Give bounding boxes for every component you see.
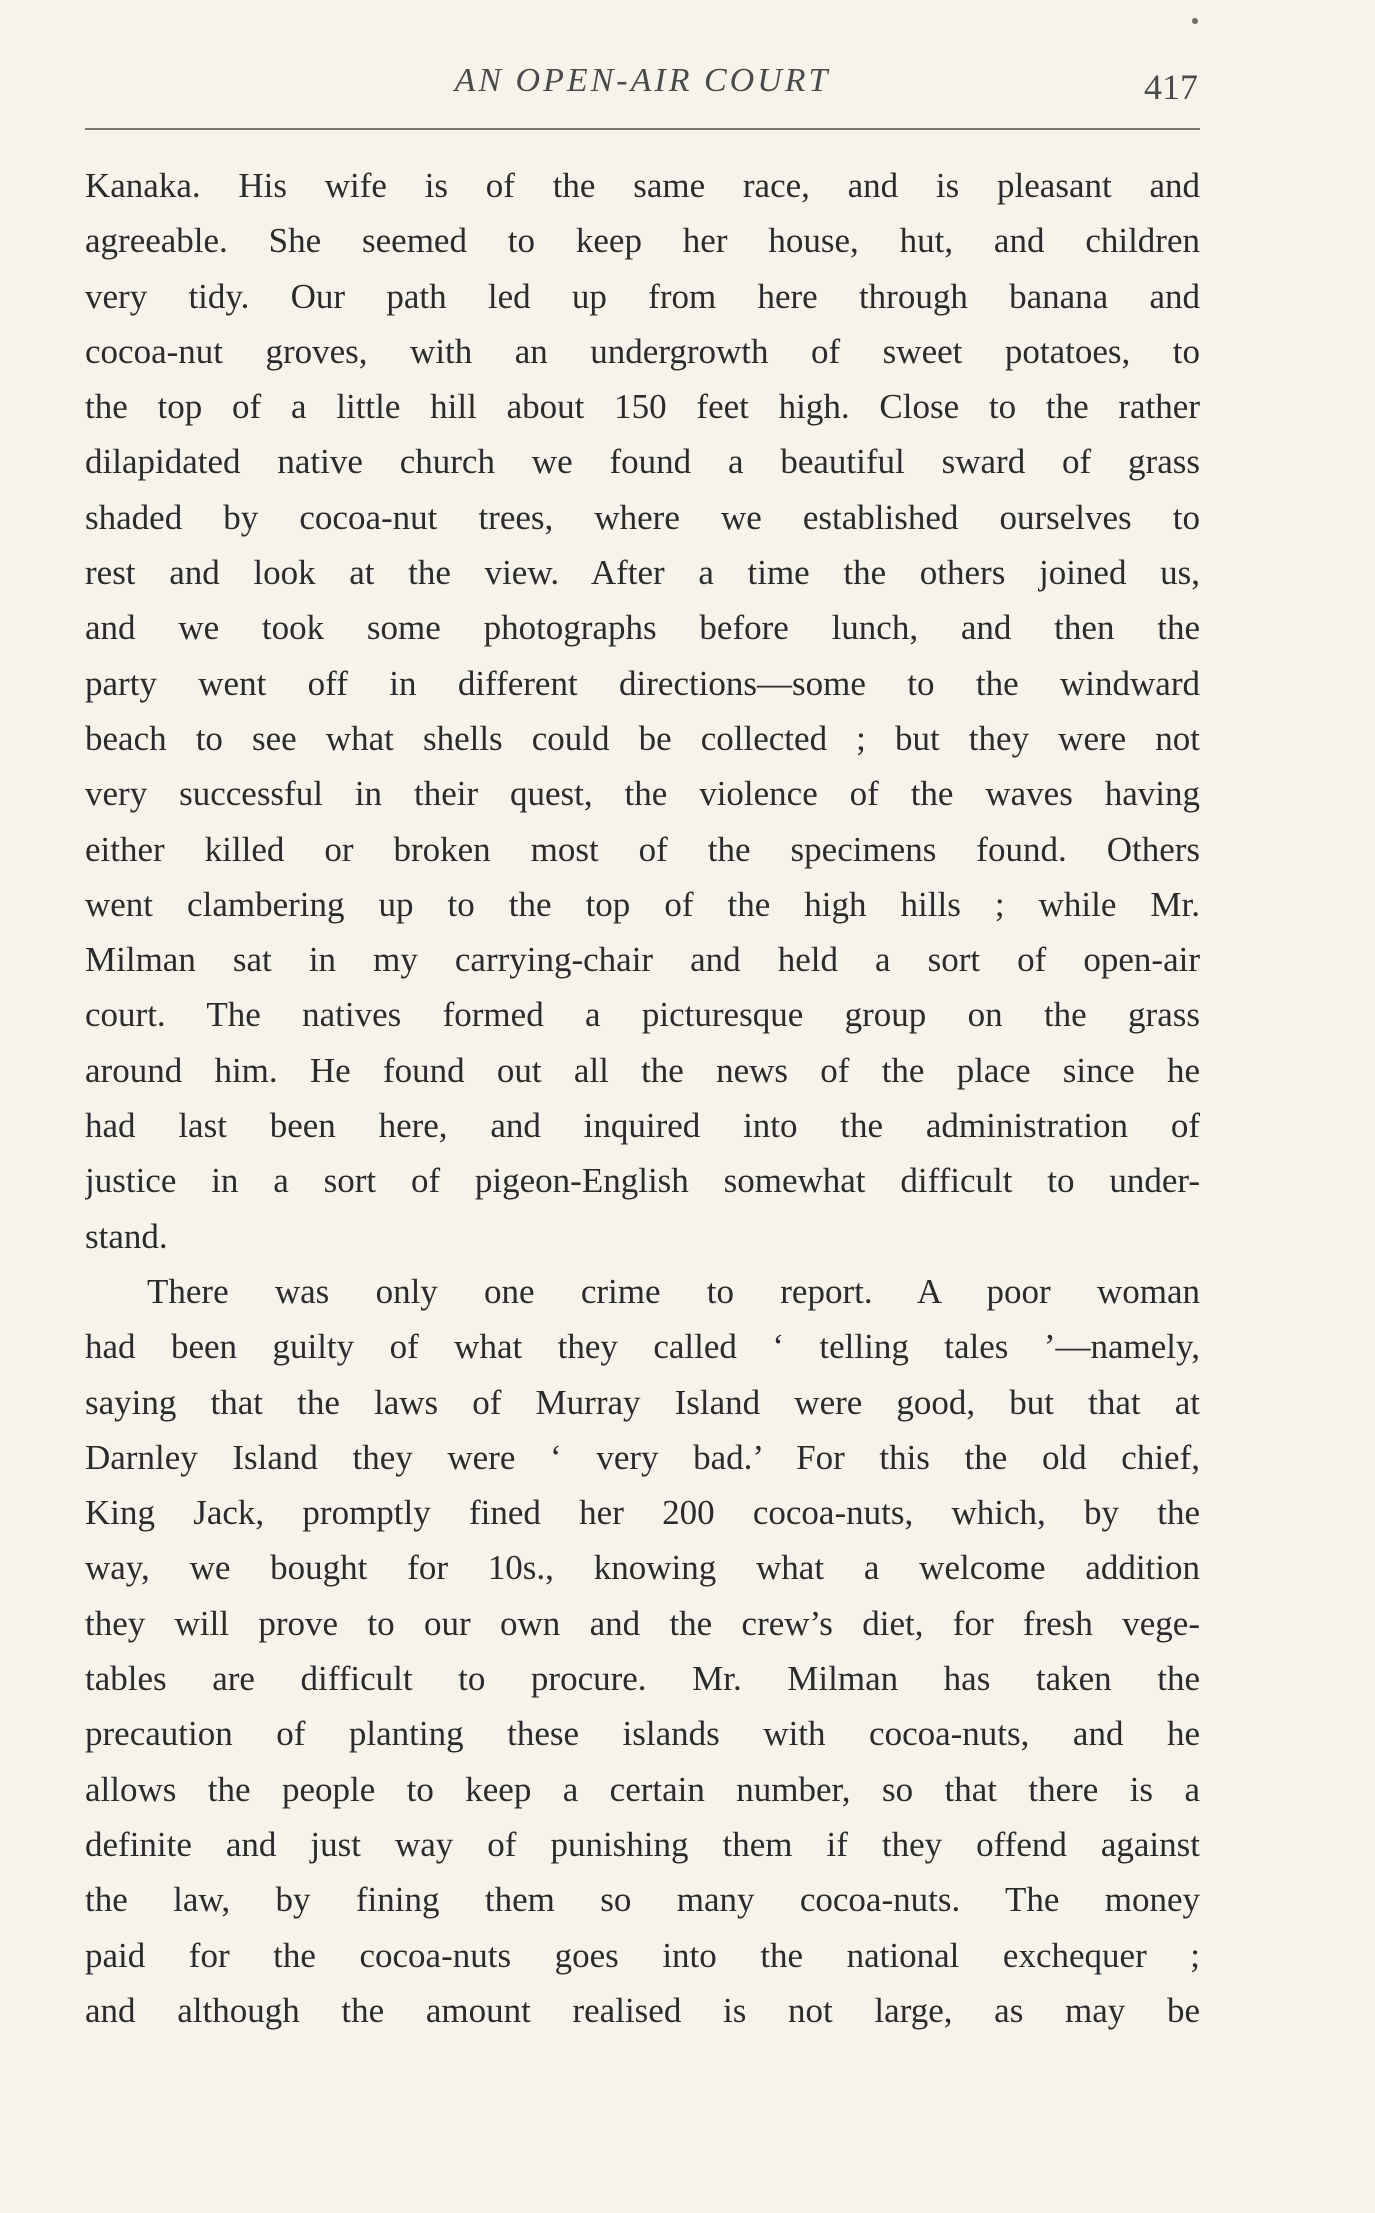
text-line: Darnley Island they were ‘ very bad.’ For this the old chief,	[85, 1437, 1200, 1477]
text-line: way, we bought for 10s., knowing what a welcome addition	[85, 1548, 1200, 1588]
text-line: precaution of planting these islands with cocoa-nuts, and he	[85, 1714, 1200, 1754]
text-line: rest and look at the view. After a time the others joined us,	[85, 553, 1200, 593]
text-line: had last been here, and inquired into the administration of	[85, 1106, 1200, 1146]
text-line: they will prove to our own and the crew’s diet, for fresh vege-	[85, 1603, 1200, 1643]
text-line: saying that the laws of Murray Island were good, but that at	[85, 1382, 1200, 1422]
page-number: 417	[1144, 67, 1198, 107]
text-line: paid for the cocoa-nuts goes into the national exchequer ;	[85, 1935, 1200, 1975]
text-line: had been guilty of what they called ‘ telling tales ’—namely,	[85, 1327, 1200, 1367]
ink-speck	[1192, 18, 1198, 24]
text-line: cocoa-nut groves, with an undergrowth of sweet potatoes, to	[85, 331, 1200, 371]
text-line: the law, by fining them so many cocoa-nuts. The money	[85, 1880, 1200, 1920]
body-text	[85, 158, 1200, 2038]
running-title: AN OPEN-AIR COURT	[454, 62, 831, 99]
text-line: around him. He found out all the news of the place since he	[85, 1050, 1200, 1090]
paragraph-1	[85, 158, 1200, 1264]
text-line: the top of a little hill about 150 feet high. Close to the rather	[85, 387, 1200, 427]
text-line: King Jack, promptly fined her 200 cocoa-nuts, which, by the	[85, 1493, 1200, 1533]
text-line: party went off in different directions—some to the windward	[85, 663, 1200, 703]
text-line: Milman sat in my carrying-chair and held a sort of open-air	[85, 940, 1200, 980]
text-line: and we took some photographs before lunch, and then the	[85, 608, 1200, 648]
text-line: justice in a sort of pigeon-English somewhat difficult to under-	[85, 1161, 1200, 1201]
text-line: definite and just way of punishing them if they offend against	[85, 1824, 1200, 1864]
text-line: court. The natives formed a picturesque group on the grass	[85, 995, 1200, 1035]
page-header	[85, 58, 1200, 120]
text-line: very tidy. Our path led up from here through banana and	[85, 276, 1200, 316]
text-line: very successful in their quest, the violence of the waves having	[85, 774, 1200, 814]
text-line: dilapidated native church we found a beautiful sward of grass	[85, 442, 1200, 482]
paragraph-2	[85, 1264, 1200, 2038]
text-line: beach to see what shells could be collected ; but they were not	[85, 718, 1200, 758]
text-line: either killed or broken most of the specimens found. Others	[85, 829, 1200, 869]
text-line: and although the amount realised is not large, as may be	[85, 1990, 1200, 2030]
header-rule	[85, 128, 1200, 130]
text-line: shaded by cocoa-nut trees, where we established ourselves to	[85, 497, 1200, 537]
text-line: went clambering up to the top of the high hills ; while Mr.	[85, 884, 1200, 924]
text-line: There was only one crime to report. A poor woman	[147, 1271, 1200, 1311]
text-line: tables are difficult to procure. Mr. Milman has taken the	[85, 1659, 1200, 1699]
text-line: agreeable. She seemed to keep her house, hut, and children	[85, 221, 1200, 261]
text-line: stand.	[85, 1216, 168, 1256]
text-line: Kanaka. His wife is of the same race, and is pleasant and	[85, 166, 1200, 205]
text-line: allows the people to keep a certain number, so that there is a	[85, 1769, 1200, 1809]
